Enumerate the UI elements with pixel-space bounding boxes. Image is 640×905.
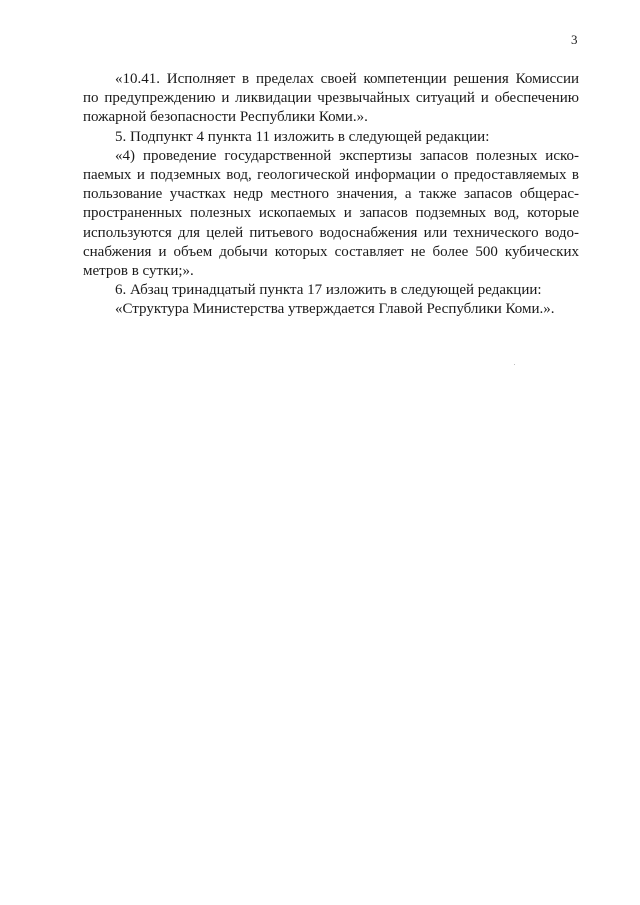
text-line: по предупреждению и ликвидации чрезвычайных ситуаций и обеспечению xyxy=(83,90,579,107)
text-line: «10.41. Исполняет в пределах своей компетенции решения Комиссии xyxy=(115,71,579,87)
text-line: 6. Абзац тринадцатый пункта 17 изложить в следующей редакции: xyxy=(115,282,542,299)
scan-speck xyxy=(514,364,515,365)
paragraph-amendment-5 xyxy=(83,128,579,147)
text-line: «4) проведение государственной экспертизы запасов полезных иско- xyxy=(115,147,579,164)
text-line: «Структура Министерства утверждается Главой Республики Коми.». xyxy=(115,301,555,318)
paragraph-item-10-41 xyxy=(83,70,579,128)
paragraph-amendment-6 xyxy=(83,281,579,300)
text-line: пожарной безопасности Республики Коми.». xyxy=(83,109,368,126)
text-line: паемых и подземных вод, геологической информации о предоставляемых в xyxy=(83,166,579,183)
paragraph-subitem-4 xyxy=(83,147,579,281)
text-line: пространенных полезных ископаемых и запасов подземных вод, которые xyxy=(83,205,579,222)
text-line: используются для целей питьевого водоснабжения или технического водо- xyxy=(83,224,579,241)
text-line: пользование участках недр местного значения, а также запасов общерас- xyxy=(83,186,579,203)
text-line: метров в сутки;». xyxy=(83,262,194,279)
document-body xyxy=(83,70,579,319)
page-number: 3 xyxy=(571,32,578,47)
paragraph-structure xyxy=(83,300,579,319)
text-line: 5. Подпункт 4 пункта 11 изложить в следующей редакции: xyxy=(115,128,490,145)
text-line: снабжения и объем добычи которых составляет не более 500 кубических xyxy=(83,243,579,260)
